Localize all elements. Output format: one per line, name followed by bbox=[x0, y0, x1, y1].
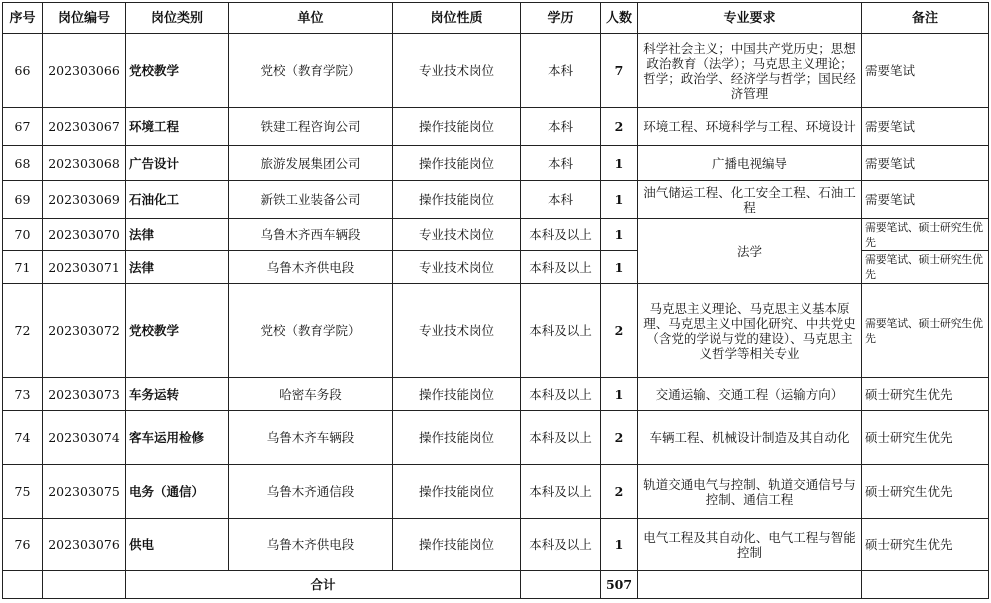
table-row bbox=[3, 284, 989, 378]
table-row bbox=[3, 34, 989, 108]
cell-major: 电气工程及其自动化、电气工程与智能控制 bbox=[638, 519, 862, 571]
cell-major: 轨道交通电气与控制、轨道交通信号与控制、通信工程 bbox=[638, 465, 862, 519]
cell-code: 202303076 bbox=[43, 519, 126, 571]
cell-edu: 本科 bbox=[521, 146, 601, 181]
cell-nature: 操作技能岗位 bbox=[393, 146, 521, 181]
total-empty-cell bbox=[3, 571, 43, 599]
cell-major: 法学 bbox=[638, 219, 862, 284]
cell-no: 76 bbox=[3, 519, 43, 571]
total-empty-cell bbox=[521, 571, 601, 599]
table-row bbox=[3, 411, 989, 465]
cell-unit: 乌鲁木齐车辆段 bbox=[229, 411, 393, 465]
header-major: 专业要求 bbox=[638, 3, 862, 34]
cell-category: 环境工程 bbox=[126, 108, 229, 146]
cell-unit: 乌鲁木齐通信段 bbox=[229, 465, 393, 519]
cell-count: 2 bbox=[601, 108, 638, 146]
total-count: 507 bbox=[601, 571, 638, 599]
table-row bbox=[3, 378, 989, 411]
cell-unit: 党校（教育学院） bbox=[229, 34, 393, 108]
cell-nature: 专业技术岗位 bbox=[393, 284, 521, 378]
table-row bbox=[3, 465, 989, 519]
cell-no: 68 bbox=[3, 146, 43, 181]
cell-nature: 专业技术岗位 bbox=[393, 219, 521, 251]
cell-remark: 需要笔试 bbox=[862, 34, 989, 108]
cell-remark: 硕士研究生优先 bbox=[862, 411, 989, 465]
total-label: 合计 bbox=[126, 571, 521, 599]
cell-unit: 新铁工业装备公司 bbox=[229, 181, 393, 219]
cell-code: 202303069 bbox=[43, 181, 126, 219]
cell-major: 油气储运工程、化工安全工程、石油工程 bbox=[638, 181, 862, 219]
cell-edu: 本科 bbox=[521, 34, 601, 108]
cell-unit: 乌鲁木齐西车辆段 bbox=[229, 219, 393, 251]
cell-remark: 需要笔试、硕士研究生优先 bbox=[862, 219, 989, 251]
cell-edu: 本科及以上 bbox=[521, 411, 601, 465]
cell-category: 供电 bbox=[126, 519, 229, 571]
cell-remark: 需要笔试 bbox=[862, 181, 989, 219]
cell-no: 70 bbox=[3, 219, 43, 251]
cell-code: 202303073 bbox=[43, 378, 126, 411]
cell-remark: 硕士研究生优先 bbox=[862, 519, 989, 571]
cell-major: 马克思主义理论、马克思主义基本原理、马克思主义中国化研究、中共党史（含党的学说与党的建设）、马克思主义哲学等相关专业 bbox=[638, 284, 862, 378]
cell-nature: 专业技术岗位 bbox=[393, 34, 521, 108]
cell-edu: 本科及以上 bbox=[521, 378, 601, 411]
cell-major: 科学社会主义；中国共产党历史；思想政治教育（法学）；马克思主义理论；哲学；政治学、经济学与哲学；国民经济管理 bbox=[638, 34, 862, 108]
header-category: 岗位类别 bbox=[126, 3, 229, 34]
cell-major: 交通运输、交通工程（运输方向） bbox=[638, 378, 862, 411]
table-row bbox=[3, 146, 989, 181]
cell-unit: 党校（教育学院） bbox=[229, 284, 393, 378]
cell-unit: 旅游发展集团公司 bbox=[229, 146, 393, 181]
cell-count: 1 bbox=[601, 181, 638, 219]
cell-nature: 操作技能岗位 bbox=[393, 411, 521, 465]
cell-no: 67 bbox=[3, 108, 43, 146]
cell-code: 202303071 bbox=[43, 251, 126, 284]
total-empty-cell bbox=[43, 571, 126, 599]
cell-no: 75 bbox=[3, 465, 43, 519]
cell-code: 202303066 bbox=[43, 34, 126, 108]
header-remark: 备注 bbox=[862, 3, 989, 34]
cell-count: 2 bbox=[601, 465, 638, 519]
cell-no: 74 bbox=[3, 411, 43, 465]
cell-edu: 本科及以上 bbox=[521, 284, 601, 378]
total-empty-cell bbox=[862, 571, 989, 599]
cell-unit: 乌鲁木齐供电段 bbox=[229, 519, 393, 571]
cell-major: 环境工程、环境科学与工程、环境设计 bbox=[638, 108, 862, 146]
cell-edu: 本科及以上 bbox=[521, 219, 601, 251]
table-row bbox=[3, 108, 989, 146]
header-unit: 单位 bbox=[229, 3, 393, 34]
total-row bbox=[3, 571, 989, 599]
table-header-row bbox=[3, 3, 989, 34]
header-code: 岗位编号 bbox=[43, 3, 126, 34]
cell-nature: 操作技能岗位 bbox=[393, 108, 521, 146]
cell-category: 法律 bbox=[126, 219, 229, 251]
cell-edu: 本科 bbox=[521, 108, 601, 146]
cell-code: 202303067 bbox=[43, 108, 126, 146]
cell-category: 石油化工 bbox=[126, 181, 229, 219]
recruitment-table bbox=[2, 2, 989, 599]
cell-edu: 本科及以上 bbox=[521, 519, 601, 571]
cell-unit: 乌鲁木齐供电段 bbox=[229, 251, 393, 284]
cell-nature: 操作技能岗位 bbox=[393, 181, 521, 219]
header-edu: 学历 bbox=[521, 3, 601, 34]
cell-remark: 硕士研究生优先 bbox=[862, 378, 989, 411]
header-nature: 岗位性质 bbox=[393, 3, 521, 34]
cell-no: 66 bbox=[3, 34, 43, 108]
cell-no: 69 bbox=[3, 181, 43, 219]
cell-remark: 硕士研究生优先 bbox=[862, 465, 989, 519]
cell-category: 法律 bbox=[126, 251, 229, 284]
cell-nature: 操作技能岗位 bbox=[393, 378, 521, 411]
cell-count: 2 bbox=[601, 284, 638, 378]
cell-count: 1 bbox=[601, 519, 638, 571]
table-row bbox=[3, 219, 989, 251]
cell-category: 客车运用检修 bbox=[126, 411, 229, 465]
table-row bbox=[3, 519, 989, 571]
cell-code: 202303070 bbox=[43, 219, 126, 251]
cell-major: 广播电视编导 bbox=[638, 146, 862, 181]
cell-count: 1 bbox=[601, 378, 638, 411]
cell-category: 党校教学 bbox=[126, 284, 229, 378]
cell-unit: 哈密车务段 bbox=[229, 378, 393, 411]
cell-remark: 需要笔试 bbox=[862, 108, 989, 146]
cell-code: 202303074 bbox=[43, 411, 126, 465]
cell-count: 1 bbox=[601, 146, 638, 181]
total-empty-cell bbox=[638, 571, 862, 599]
cell-no: 72 bbox=[3, 284, 43, 378]
cell-code: 202303075 bbox=[43, 465, 126, 519]
cell-nature: 专业技术岗位 bbox=[393, 251, 521, 284]
header-no: 序号 bbox=[3, 3, 43, 34]
cell-count: 7 bbox=[601, 34, 638, 108]
header-count: 人数 bbox=[601, 3, 638, 34]
cell-category: 电务（通信） bbox=[126, 465, 229, 519]
cell-unit: 铁建工程咨询公司 bbox=[229, 108, 393, 146]
cell-edu: 本科 bbox=[521, 181, 601, 219]
cell-edu: 本科及以上 bbox=[521, 465, 601, 519]
table-row bbox=[3, 181, 989, 219]
cell-remark: 需要笔试、硕士研究生优先 bbox=[862, 251, 989, 284]
cell-count: 1 bbox=[601, 219, 638, 251]
cell-category: 车务运转 bbox=[126, 378, 229, 411]
cell-no: 73 bbox=[3, 378, 43, 411]
cell-nature: 操作技能岗位 bbox=[393, 519, 521, 571]
cell-count: 1 bbox=[601, 251, 638, 284]
cell-remark: 需要笔试 bbox=[862, 146, 989, 181]
cell-category: 党校教学 bbox=[126, 34, 229, 108]
cell-edu: 本科及以上 bbox=[521, 251, 601, 284]
cell-remark: 需要笔试、硕士研究生优先 bbox=[862, 284, 989, 378]
cell-nature: 操作技能岗位 bbox=[393, 465, 521, 519]
cell-no: 71 bbox=[3, 251, 43, 284]
cell-count: 2 bbox=[601, 411, 638, 465]
cell-major: 车辆工程、机械设计制造及其自动化 bbox=[638, 411, 862, 465]
cell-code: 202303072 bbox=[43, 284, 126, 378]
cell-code: 202303068 bbox=[43, 146, 126, 181]
cell-category: 广告设计 bbox=[126, 146, 229, 181]
